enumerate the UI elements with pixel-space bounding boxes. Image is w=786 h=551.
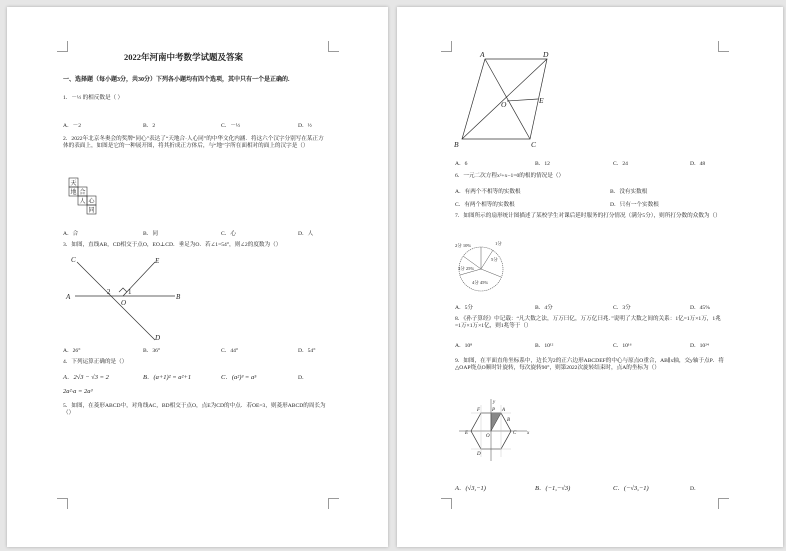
point-label: P — [492, 408, 496, 413]
q8-option-d: D．10²⁴ — [690, 343, 709, 349]
question-2-stem: 2．2022年北京冬奥会的奖牌“同心”表达了“天地合·人心同”的中华文化内涵．将这六个汉字分别写在某正方体的表面上，如图是它的一种展开图，将其折成正方体后，与“地”字所在面相对的面上的汉字是（） — [63, 136, 324, 149]
page-title: 2022年河南中考数学试题及答案 — [124, 52, 244, 62]
crop-mark — [441, 498, 452, 509]
q4-option-a: A．2√3 − √3 = 2 — [63, 374, 109, 381]
point-label: E — [539, 96, 544, 105]
document-page-left — [7, 7, 388, 547]
q9-option-c: C．(−√3,−1) — [613, 485, 649, 492]
pie-label: 1分 — [495, 241, 502, 246]
point-label: O — [121, 299, 127, 307]
point-label: D — [543, 50, 549, 59]
q4-option-d: D． — [298, 375, 308, 381]
q2-option-c: C．心 — [221, 231, 236, 237]
crop-mark — [57, 498, 68, 509]
net-char: 地 — [70, 190, 77, 196]
q3-option-c: C．44° — [221, 348, 239, 354]
q5-option-d: D．48 — [690, 161, 706, 167]
point-label: A — [480, 50, 485, 59]
point-label: B — [454, 140, 459, 149]
q7-option-b: B．4分 — [535, 305, 553, 311]
crop-mark — [57, 41, 68, 52]
q5-option-b: B．12 — [535, 161, 550, 167]
q3-option-b: B．36° — [143, 348, 161, 354]
q9-option-b: B．(−1,−√3) — [535, 485, 571, 492]
q2-option-b: B．同 — [143, 231, 158, 237]
pie-label: 4分 45% — [472, 280, 489, 285]
pie-label: 2分 10% — [455, 243, 472, 248]
q3-option-d: D．54° — [298, 348, 316, 354]
crop-mark — [328, 41, 339, 52]
point-label: E — [465, 431, 469, 436]
point-label: C — [513, 431, 517, 436]
q6-option-c: C．有两个相等的实数根 — [455, 202, 515, 208]
q5-option-a: A．6 — [455, 161, 468, 167]
q5-option-c: C．24 — [613, 161, 628, 167]
question-4-stem: 4．下列运算正确的是（） — [63, 359, 128, 365]
q8-option-c: C．10¹⁶ — [613, 343, 632, 349]
question-5-stem: 5．如图，在菱形ABCD中，对角线AC，BD相交于点O，点E为CD的中点．若OE=3，则菱形ABCD的周长为（） — [63, 403, 326, 416]
pie-chart-figure — [455, 237, 511, 299]
hexagon-figure — [455, 395, 533, 465]
question-9-stem: 9．如图，在平面直角坐标系中，边长为2的正六边形ABCDEF的中心与原点O重合，AB∥x轴，交y轴于点P．将△OAP绕点O顺时针旋转，每次旋转90°，则第2022次旋转结束时，点A的坐标为（） — [455, 358, 724, 371]
q8-option-a: A．10⁸ — [455, 343, 473, 349]
question-3-stem: 3．如图，直线AB，CD相交于点O，EO⊥CD．垂足为O．若∠1=54°，则∠2的度数为（） — [63, 242, 282, 248]
question-1-stem: 1．－½ 的相反数是（ ） — [63, 95, 124, 101]
angle-label: 2 — [107, 288, 111, 296]
point-label: A — [66, 293, 71, 301]
question-7-stem: 7．如图所示的扇形统计图描述了某校学生对课后延时服务的打分情况（满分5分），则所打分数的众数为（） — [455, 213, 721, 219]
net-char: 心 — [88, 199, 95, 205]
point-label: A — [502, 408, 506, 413]
point-label: O — [501, 100, 507, 109]
q9-option-a: A．(√3,−1) — [455, 485, 486, 492]
cube-net-figure — [63, 176, 111, 226]
q7-option-c: C．3分 — [613, 305, 631, 311]
angle-label: 1 — [128, 288, 132, 296]
crop-mark — [328, 498, 339, 509]
q7-option-d: D．45% — [690, 305, 710, 311]
q6-option-b: B．没有实数根 — [610, 189, 648, 195]
question-8-stem: 8．《孙子算经》中记载：“凡大数之法，万万曰亿，万万亿曰兆．”说明了大数之间的关系：1亿=1万×1万，1兆=1万×1万×1亿，则1兆等于（） — [455, 316, 721, 329]
q6-option-a: A．有两个不相等的实数根 — [455, 189, 521, 195]
section-heading: 一、选择题（每小题3分，共30分）下列各小题均有四个选项，其中只有一个是正确的. — [63, 77, 290, 83]
axis-label: y — [493, 400, 496, 405]
axis-label: x — [527, 431, 530, 436]
q2-option-a: A．合 — [63, 231, 79, 237]
question-6-stem: 6．一元二次方程x²+x−1=0的根的情况是（） — [455, 173, 565, 179]
q6-option-d: D．只有一个实数根 — [610, 202, 659, 208]
origin-label: O — [486, 434, 490, 439]
point-label: E — [155, 257, 160, 265]
net-char: 合 — [79, 190, 86, 196]
point-label: C — [531, 140, 537, 149]
net-char: 天 — [70, 181, 77, 187]
pie-label: 3分 25% — [458, 266, 475, 271]
pie-label: 5分 — [491, 257, 498, 262]
net-char: 同 — [88, 208, 95, 214]
q3-option-a: A．26° — [63, 348, 81, 354]
crop-mark — [441, 41, 452, 52]
q4-option-c: C．(a²)³ = a⁵ — [221, 374, 257, 381]
angle-figure — [63, 252, 193, 344]
q1-option-d: D．½ — [298, 123, 312, 129]
point-label: C — [71, 256, 76, 264]
q7-option-a: A．5分 — [455, 305, 474, 311]
q1-option-a: A．－2 — [63, 123, 82, 129]
rhombus-figure — [452, 49, 552, 152]
net-char: 人 — [79, 199, 86, 205]
point-label: B — [176, 293, 181, 301]
point-label: D — [477, 452, 481, 457]
q9-option-d: D． — [690, 486, 700, 492]
crop-mark — [718, 41, 729, 52]
q8-option-b: B．10¹² — [535, 343, 554, 349]
crop-mark — [718, 498, 729, 509]
point-label: D — [155, 334, 161, 342]
q1-option-c: C．－½ — [221, 123, 241, 129]
q2-option-d: D．人 — [298, 231, 314, 237]
q4-option-b: B．(a+1)² = a²+1 — [143, 374, 192, 381]
point-label: F — [477, 408, 481, 413]
q1-option-b: B．2 — [143, 123, 156, 129]
q4-option-d-expression: 2a²·a = 2a³ — [63, 388, 93, 395]
point-label: B — [507, 418, 511, 423]
document-page-right — [397, 7, 783, 547]
